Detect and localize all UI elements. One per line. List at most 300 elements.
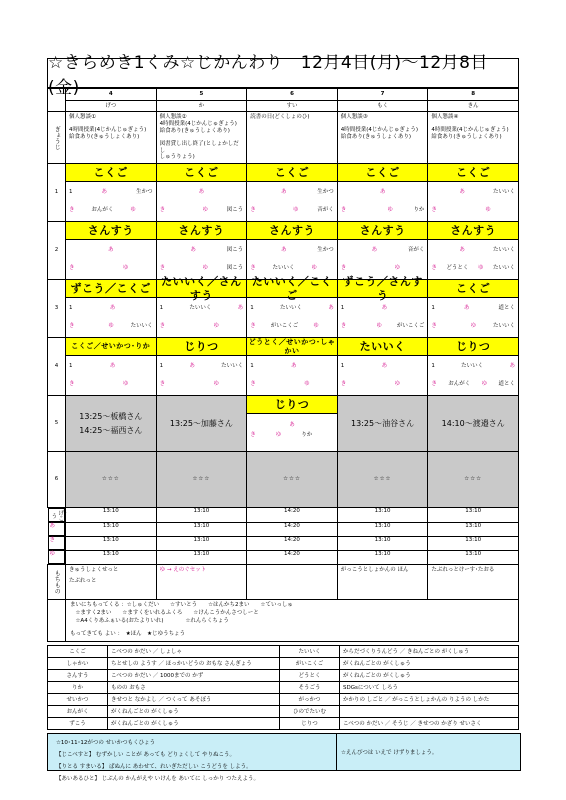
group-tag: ゆ: [108, 322, 114, 329]
period-cell: [156, 275, 247, 338]
group-line: [428, 244, 518, 256]
belongings-item: がっこうとしょかんの ほん: [340, 567, 409, 574]
group-tag: ゆ: [477, 264, 484, 271]
period-cell: [156, 164, 247, 222]
group-tag: あ: [280, 188, 287, 195]
group-tag: あ: [109, 304, 116, 311]
period-cell: [337, 338, 428, 396]
reference-row: [48, 657, 519, 669]
day-events: [247, 112, 338, 164]
group-tag: 音がく: [407, 246, 425, 253]
period-cell: [66, 338, 157, 396]
group-tag: あ: [509, 362, 515, 369]
belongings-label: もちもの: [48, 565, 66, 600]
belongings-cell: [337, 565, 428, 600]
group-tag: たいいく: [492, 188, 515, 195]
day-name: すい: [247, 101, 338, 112]
dismissal-time: 14:20: [247, 536, 338, 550]
dismissal-group-key: ゆ: [49, 551, 56, 558]
event-line: 給食あり(きゅうしょくあり): [431, 133, 502, 140]
group-tag: 図こう: [226, 246, 244, 253]
group-line: [338, 320, 428, 332]
event-line: 給食あり(きゅうしょくあり): [69, 133, 140, 140]
dismissal-time: 13:10: [156, 550, 247, 565]
group-tag: き: [431, 322, 437, 329]
note-heading: ☆10･11･12がつの せいかつもくひょう: [56, 739, 156, 746]
reference-content: こべつの かだい ／ しょしゃ: [108, 645, 280, 657]
subject-name: こくご: [338, 164, 428, 182]
dismissal-time: 13:10: [428, 550, 519, 565]
group-line: [338, 204, 428, 216]
group-tag: あ: [198, 188, 205, 195]
everyday-line: まいにちもってくる ：☆しゅくだい ☆すいとう ☆はんかち2まい ☆ていっしゅ: [70, 602, 293, 609]
group-line: [338, 360, 428, 372]
group-tag: き: [250, 322, 256, 329]
group-tag: ゆ: [376, 322, 382, 329]
group-tag: き: [340, 322, 347, 329]
day-name: きん: [428, 101, 519, 112]
reference-subject: そうごう: [280, 681, 340, 693]
group-tag: おんがく: [91, 206, 114, 213]
event-line: 個人懇談②: [159, 114, 187, 120]
period-cell: [66, 222, 157, 280]
group-tag: き: [431, 206, 437, 213]
group-tag: き: [159, 264, 166, 271]
subject-name: たいいく: [338, 338, 428, 356]
event-line: 給食あり(きゅうしょくあり): [159, 127, 230, 134]
reference-content: こべつの かだい ／ 1000までの かず: [108, 669, 280, 681]
group-tag: あ: [109, 362, 116, 369]
day-number: 5: [156, 89, 247, 101]
subject-name: たいいく／さんすう: [157, 280, 247, 298]
group-tag: 1: [159, 304, 164, 311]
group-line: [157, 378, 247, 390]
group-line: [66, 204, 156, 216]
dismissal-time: 13:10: [428, 508, 519, 523]
group-tag: き: [340, 380, 347, 387]
dismissal-time: 14:20: [247, 550, 338, 565]
event-line: 4時間授業(4じかんじゅぎょう): [340, 126, 419, 133]
group-line: [66, 378, 156, 390]
group-tag: 1: [69, 188, 73, 195]
reference-subject: どうとく: [280, 669, 340, 681]
group-tag: ゆ: [122, 264, 129, 271]
reference-subject: ひのでたいむ: [280, 705, 340, 717]
stars-cell: ☆☆☆: [337, 452, 428, 508]
reference-content: きせつと なかよし ／ つくって あそぼう: [108, 693, 280, 705]
interview-time: 14:10～渡邉さん: [441, 418, 505, 428]
group-tag: き: [69, 380, 75, 387]
group-tag: あ: [108, 246, 114, 253]
group-line: [157, 302, 247, 314]
day-number: 6: [247, 89, 338, 101]
subject-reference-table: [47, 645, 519, 730]
group-tag: き: [250, 380, 256, 387]
group-tag: 図こう: [226, 206, 244, 213]
everyday-line: ☆ますく2まい ☆ますくをいれるふくろ ☆けんこうかんさつしーと: [70, 610, 259, 617]
reference-subject: せいかつ: [48, 693, 108, 705]
stars-cell: ☆☆☆: [66, 452, 157, 508]
group-line: [338, 186, 428, 198]
belongings-item: ゆ → えのぐセット: [159, 567, 207, 574]
reference-row: [48, 693, 519, 705]
group-tag: 1: [340, 362, 345, 369]
group-tag: ゆ: [202, 264, 208, 271]
reference-row: [48, 645, 519, 657]
period-cell: [66, 164, 157, 222]
reference-subject: さんすう: [48, 669, 108, 681]
stars-cell: ☆☆☆: [428, 452, 519, 508]
group-tag: あ: [463, 304, 470, 311]
group-tag: たいいく: [461, 362, 484, 369]
group-tag: りか: [301, 431, 313, 438]
period-cell: [428, 164, 519, 222]
subject-name: さんすう: [157, 222, 247, 240]
day-number: 4: [66, 89, 157, 101]
dismissal-time: 13:10: [337, 508, 428, 523]
group-tag: ゆ: [387, 206, 393, 213]
day-events: [66, 112, 157, 164]
note-line: 【りとる すまいる】 ぱぬんに あわせて、れいぎただしい こうどうを しよう。: [56, 763, 252, 770]
dismissal-group-key: 1: [63, 509, 67, 516]
reference-content: がくねんごとの がくしゅう: [340, 657, 519, 669]
group-tag: き: [69, 206, 75, 213]
event-line: 個人懇談③: [340, 114, 368, 120]
period-label: 5: [48, 396, 66, 452]
group-line: [428, 378, 518, 390]
day-name: げつ: [66, 101, 157, 112]
day-events: [156, 112, 247, 164]
group-tag: がいこくご: [396, 322, 425, 329]
goals-note: [47, 733, 521, 782]
event-line: 4時間授業(4じかんじゅぎょう): [431, 126, 509, 133]
group-tag: あ: [189, 362, 195, 369]
group-tag: 1: [69, 304, 73, 311]
subject-name: ずこう／さんすう: [338, 280, 428, 298]
group-tag: 1: [431, 304, 435, 311]
belongings-cell: [156, 565, 247, 600]
reference-subject: たいいく: [280, 645, 340, 657]
interview-time: 13:25～加藤さん: [169, 418, 233, 428]
group-line: [157, 186, 247, 198]
dismissal-group-key: あ: [49, 523, 56, 530]
reference-content: からだづくりうんどう ／ きねんごとの がくしゅう: [340, 645, 519, 657]
group-tag: 1: [159, 362, 164, 369]
reference-subject: ずこう: [48, 717, 108, 729]
reference-subject: おんがく: [48, 705, 108, 717]
dismissal-group-key: き: [49, 537, 56, 544]
pencil-note: ☆えんぴつは いえで けずりましょう。: [336, 734, 520, 770]
dismissal-time: 13:10: [428, 522, 519, 536]
subject-name: こくご: [247, 164, 337, 182]
group-tag: 1: [250, 362, 254, 369]
group-tag: ゆ: [275, 431, 282, 438]
group-tag: ゆ: [394, 380, 401, 387]
group-tag: どうとく: [446, 264, 469, 271]
group-line: [66, 320, 156, 332]
group-tag: あ: [101, 188, 108, 195]
group-line: [66, 360, 156, 372]
reference-content: [340, 705, 519, 717]
dismissal-time: 13:10: [66, 536, 157, 550]
dismissal-time: 13:10: [337, 536, 428, 550]
subject-name: こくご: [157, 164, 247, 182]
belongings-cell: [428, 565, 519, 600]
group-tag: あ: [379, 188, 386, 195]
group-tag: 1: [340, 304, 345, 311]
dismissal-time: 13:10: [66, 522, 157, 536]
reference-subject: じりつ: [280, 717, 340, 729]
spacer-cell: [48, 600, 66, 642]
subject-name: こくご: [66, 164, 156, 182]
group-line: [157, 262, 247, 274]
group-tag: あ: [381, 304, 388, 311]
group-tag: 道とく: [498, 304, 515, 311]
group-tag: ゆ: [213, 322, 219, 329]
interview-time: 13:25～油谷さん: [351, 418, 415, 428]
reference-row: [48, 669, 519, 681]
subject-name: たいいく／こくご: [247, 280, 337, 298]
group-tag: き: [159, 322, 166, 329]
group-tag: たいいく: [492, 246, 515, 253]
group-tag: ゆ: [304, 380, 310, 387]
group-tag: あ: [459, 188, 465, 195]
dismissal-time: 13:10: [156, 522, 247, 536]
group-tag: たいいく: [492, 322, 515, 329]
day-name: か: [156, 101, 247, 112]
group-tag: ゆ: [470, 322, 477, 329]
reference-content: SDGsについて しろう: [340, 681, 519, 693]
group-tag: ゆ: [481, 380, 488, 387]
period-cell: [156, 338, 247, 396]
reference-subject: りか: [48, 681, 108, 693]
group-line: [247, 262, 337, 274]
group-tag: ゆ: [313, 322, 319, 329]
reference-content: がくねんごとの がくしゅう: [108, 717, 280, 729]
group-line: [338, 378, 428, 390]
belongings-item: たぶれっと: [69, 578, 97, 585]
dismissal-time: 13:10: [337, 550, 428, 565]
group-tag: りか: [413, 206, 425, 213]
dismissal-time: 13:10: [428, 536, 519, 550]
group-line: [428, 302, 518, 314]
day-events: [337, 112, 428, 164]
interview-cell: [156, 396, 247, 452]
period-cell: [337, 222, 428, 280]
dismissal-time: 13:10: [337, 522, 428, 536]
subject-name: こくご: [428, 164, 518, 182]
group-line: [338, 262, 428, 274]
group-line: [66, 302, 156, 314]
group-tag: 1: [431, 362, 435, 369]
group-tag: あ: [190, 246, 196, 253]
reference-row: [48, 681, 519, 693]
subject-name: さんすう: [247, 222, 337, 240]
dismissal-time: 13:10: [156, 536, 247, 550]
event-line: 個人懇談④: [431, 114, 459, 120]
group-tag: き: [431, 264, 437, 271]
period-label: 1: [48, 164, 66, 222]
timetable-page: [47, 53, 519, 782]
dismissal-time: 13:10: [66, 508, 157, 523]
group-tag: ゆ: [202, 206, 208, 213]
group-tag: たいいく: [272, 264, 295, 271]
reference-subject: しゃかい: [48, 657, 108, 669]
group-line: [247, 378, 337, 390]
dismissal-label: げこう: [50, 509, 64, 521]
subject-name: さんすう: [428, 222, 518, 240]
group-line: [247, 320, 337, 332]
reference-subject: こくご: [48, 645, 108, 657]
group-tag: 音がく: [317, 206, 334, 213]
group-tag: あ: [237, 304, 244, 311]
period-cell: [428, 222, 519, 280]
belongings-item: たぶれっとけーす･たおる: [431, 567, 495, 574]
interview-time: 13:25～板橋さん: [79, 411, 143, 421]
reference-content: がくねんごとの がくしゅう: [340, 669, 519, 681]
note-line: 【じこべすと】 むずかしい ことが あっても どりょくして やりぬこう。: [56, 751, 235, 758]
group-tag: あ: [371, 246, 378, 253]
group-tag: ゆ: [485, 206, 491, 213]
subject-name: ずこう／こくご: [66, 280, 156, 298]
group-line: [157, 320, 247, 332]
everyday-line: ☆A4くりあふぁいる(おたよりいれ) ☆れんらくちょう: [70, 618, 229, 624]
group-tag: たいいく: [279, 304, 302, 311]
reference-subject: がっかつ: [280, 693, 340, 705]
subject-name: こくご／せいかつ･りか: [66, 338, 156, 356]
day-name: もく: [337, 101, 428, 112]
group-tag: あ: [280, 246, 287, 253]
event-line: 図書貸し出し終了(としょかしだし: [159, 140, 239, 154]
period-label: 6: [48, 452, 66, 508]
group-tag: おんがく: [448, 380, 471, 387]
period-cell: [337, 164, 428, 222]
group-tag: き: [69, 322, 75, 329]
day-number: 7: [337, 89, 428, 101]
subject-name: こくご: [428, 280, 518, 298]
events-label: ぎょうじ: [48, 112, 66, 164]
reference-content: かかりの しごと ／ がっこうとしょかんの りようの しかた: [340, 693, 519, 705]
group-line: [66, 262, 156, 274]
group-line: [247, 360, 337, 372]
period-cell: [247, 164, 338, 222]
event-line: しゅうりょう): [159, 154, 195, 161]
belongings-cell: [247, 565, 338, 600]
everyday-line: もってきても よい ： ★ほん ★じゆうちょう: [70, 630, 186, 637]
subject-name: どうとく／せいかつ･しゃかい: [248, 338, 336, 355]
group-tag: あ: [459, 246, 465, 253]
subject-name: さんすう: [338, 222, 428, 240]
period-cell: [247, 222, 338, 280]
group-tag: き: [159, 206, 166, 213]
period-cell: [247, 338, 338, 396]
dismissal-group: [48, 522, 66, 536]
group-tag: がいこくご: [270, 322, 299, 329]
group-tag: たいいく: [221, 362, 244, 369]
interview-cell: [337, 396, 428, 452]
subject-name: じりつ: [157, 338, 247, 356]
period-cell: [247, 275, 338, 338]
event-line: 読書の日(どくしょのひ): [250, 114, 310, 120]
group-tag: 道とく: [498, 380, 515, 387]
group-tag: たいいく: [130, 322, 153, 329]
stars-cell: ☆☆☆: [247, 452, 338, 508]
group-line: [428, 320, 518, 332]
reference-content: ものの おもさ: [108, 681, 280, 693]
group-tag: き: [69, 264, 75, 271]
group-tag: ゆ: [130, 206, 136, 213]
reference-content: ちとせしの ようす ／ ほっかいどうの おもな さんぎょう: [108, 657, 280, 669]
group-line: [247, 302, 337, 314]
period-cell: [428, 338, 519, 396]
group-line: [428, 186, 518, 198]
group-tag: ゆ: [394, 264, 401, 271]
group-tag: 1: [69, 362, 73, 369]
group-tag: たいいく: [189, 304, 212, 311]
dismissal-group: [48, 550, 66, 564]
group-tag: き: [340, 206, 347, 213]
dismissal-time: 13:10: [66, 550, 157, 565]
belongings-item: きゅうしょくせっと: [69, 567, 119, 574]
group-tag: ゆ: [213, 380, 219, 387]
period-label: 2: [48, 222, 66, 280]
interview-cell: [66, 396, 157, 452]
dismissal-time: 14:20: [247, 522, 338, 536]
subject-name: じりつ: [247, 396, 337, 414]
event-line: 4時間授業(4じかんじゅぎょう): [69, 126, 147, 133]
period-cell: [428, 280, 519, 338]
group-line: [247, 244, 337, 256]
group-tag: き: [250, 264, 256, 271]
subject-name: じりつ: [428, 338, 518, 356]
day-events: [428, 112, 519, 164]
dismissal-group: [48, 536, 66, 550]
group-tag: 生かつ: [136, 188, 153, 195]
belongings-cell: [66, 565, 157, 600]
period-cell: [156, 222, 247, 280]
period-label: 4: [48, 338, 66, 396]
group-tag: あ: [290, 362, 297, 369]
group-tag: あ: [381, 362, 388, 369]
note-line: 【あいあるひと】 じぶんの かんがえや いけんを あいてに しっかり つたえよう。: [56, 775, 259, 782]
group-line: [157, 204, 247, 216]
group-line: [66, 186, 156, 198]
reference-subject: がいこくご: [280, 657, 340, 669]
period-cell: [337, 275, 428, 338]
dismissal-group: [48, 508, 66, 522]
dismissal-time: 14:20: [247, 508, 338, 523]
group-line: [428, 262, 518, 274]
group-tag: ゆ: [293, 206, 299, 213]
group-line: [157, 244, 247, 256]
period-cell: [247, 396, 338, 452]
event-line: 個人懇談①: [69, 114, 96, 120]
group-tag: あ: [289, 422, 295, 429]
group-tag: 1: [250, 304, 254, 311]
group-tag: たいいく: [492, 264, 515, 271]
reference-content: がくねんごとの がくしゅう: [108, 705, 280, 717]
event-line: 給食あり(きゅうしょくあり): [340, 133, 412, 140]
group-tag: き: [431, 380, 437, 387]
group-tag: き: [250, 206, 256, 213]
subject-name: さんすう: [66, 222, 156, 240]
reference-row: [48, 717, 519, 729]
group-line: [247, 204, 337, 216]
period-label: 3: [48, 280, 66, 338]
group-tag: き: [250, 431, 256, 438]
reference-content: こべつの かだい ／ そうじ ／ きせつの かざり せいさく: [340, 717, 519, 729]
reference-row: [48, 705, 519, 717]
